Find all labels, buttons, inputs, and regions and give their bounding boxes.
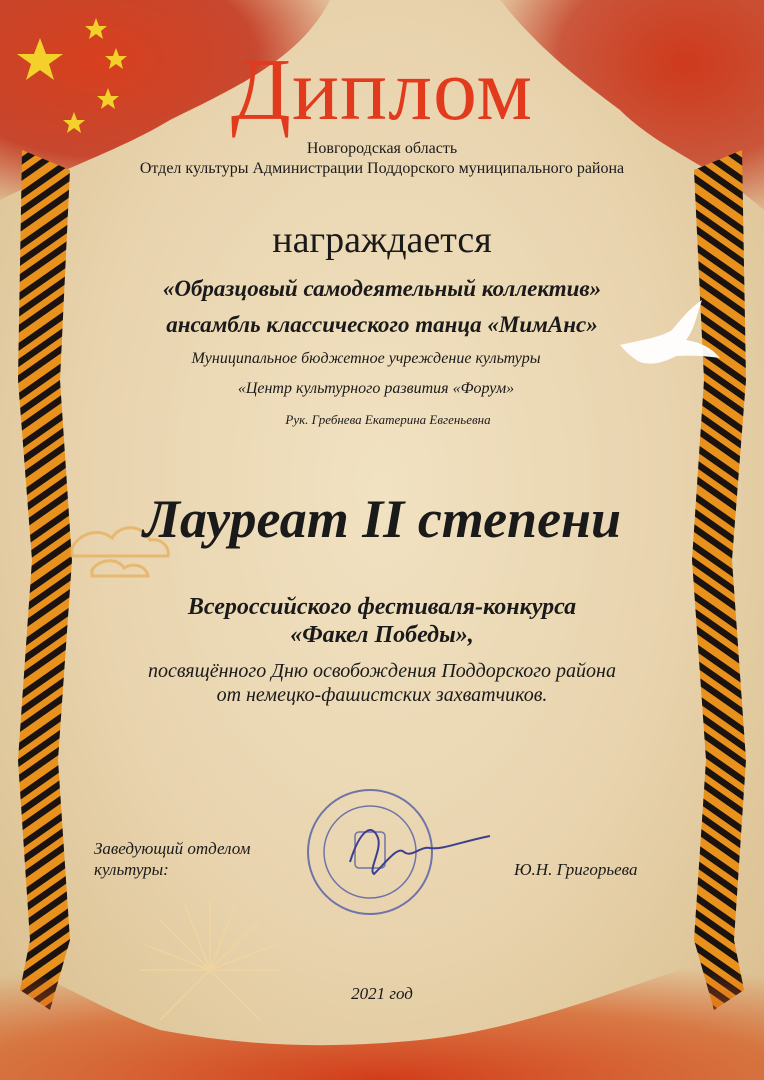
institution-line-1: Муниципальное бюджетное учреждение культуры xyxy=(191,350,541,367)
signatory-title xyxy=(94,838,250,880)
dedication-line-2: от немецко-фашистских захватчиков. xyxy=(216,684,548,706)
signatory-name: Ю.Н. Григорьева xyxy=(514,860,638,879)
department-name: Отдел культуры Администрации Поддорского муниципального района xyxy=(139,160,625,177)
diploma-title: Диплом xyxy=(230,42,534,139)
collective-line-2: ансамбль классического танца «МимАнс» xyxy=(166,312,598,337)
leader-name: Рук. Гребнева Екатерина Евгеньевна xyxy=(285,412,491,427)
laureate-degree: Лауреат II степени xyxy=(142,489,622,549)
region-name: Новгородская область xyxy=(306,140,458,157)
collective-line-1: «Образцовый самодеятельный коллектив» xyxy=(162,276,602,301)
dedication-line-1: посвящённого Дню освобождения Поддорского района xyxy=(148,660,616,682)
awarded-heading: награждается xyxy=(272,219,492,261)
festival-line-1: Всероссийского фестиваля-конкурса xyxy=(187,594,577,620)
institution-line-2: «Центр культурного развития «Форум» xyxy=(237,380,515,397)
festival-line-2: «Факел Победы», xyxy=(290,622,474,648)
signatory-title-line-2: культуры: xyxy=(94,860,169,879)
diploma-year: 2021 год xyxy=(351,984,413,1003)
signatory-title-line-1: Заведующий отделом xyxy=(94,839,251,858)
bottom-flame xyxy=(0,940,764,1080)
